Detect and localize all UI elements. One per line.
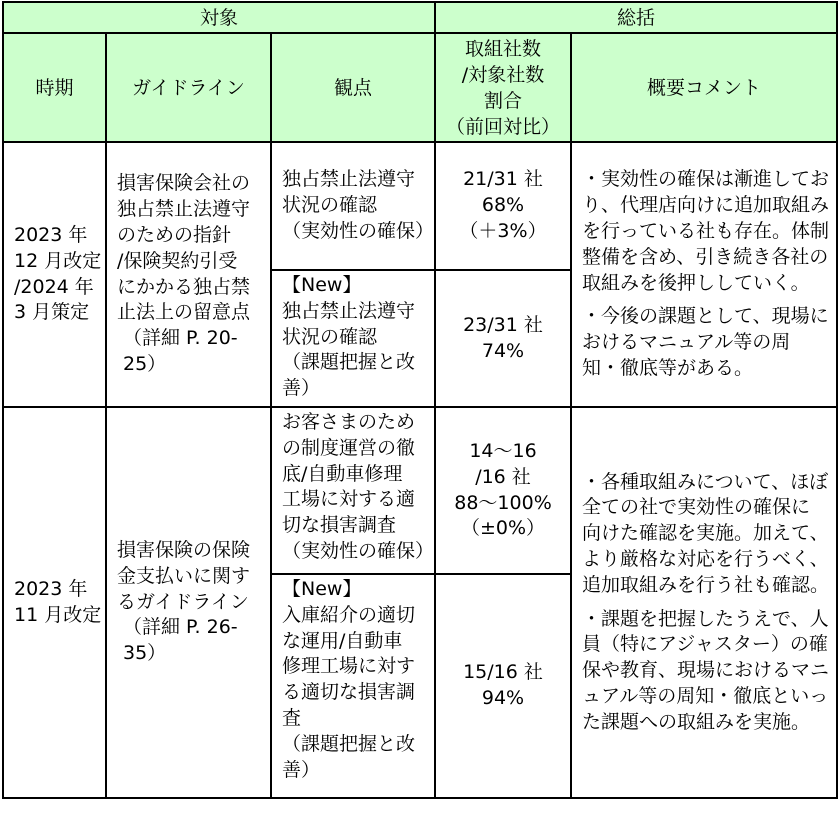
guideline-cell: [106, 407, 271, 798]
guideline-detail: （詳細 P. 26-35）: [123, 616, 238, 665]
comment-cell: [571, 407, 837, 798]
ratio-line: 15/16 社: [463, 661, 543, 684]
viewpoint-line: （実効性の確保）: [282, 539, 435, 562]
comment-line: おけるマニュアル等の周: [582, 331, 791, 354]
viewpoint-line: （課題把握と改: [282, 351, 416, 374]
viewpoint-line: 入庫紹介の適切: [282, 603, 416, 626]
header-group-summary: 総括: [435, 2, 837, 33]
viewpoint-line: 状況の確認: [282, 325, 378, 348]
period-line: 2023 年: [14, 577, 88, 600]
header-viewpoint: 観点: [271, 33, 435, 142]
viewpoint-cell: [271, 574, 435, 798]
viewpoint-line: 独占禁止法遵守: [282, 299, 416, 322]
viewpoint-line: 切な損害調査: [282, 514, 397, 537]
viewpoint-line: 工場に対する適: [282, 488, 416, 511]
viewpoint-line: 独占禁止法遵守: [282, 168, 416, 191]
guideline-line: にかかる独占禁: [117, 275, 251, 298]
header-guideline: ガイドライン: [106, 33, 271, 142]
viewpoint-line: 修理工場に対す: [282, 655, 416, 678]
guideline-line: 金支払いに関す: [117, 564, 251, 587]
ratio-cell: [435, 270, 571, 407]
viewpoint-line: （実効性の確保）: [282, 219, 435, 242]
comment-line: 員（特にアジャスター）の確: [582, 633, 828, 656]
comment-line: 整備を含め、引き続き各社の: [582, 245, 829, 268]
period-cell: [3, 407, 106, 798]
viewpoint-line: 査: [282, 706, 302, 729]
comment-line: を行っている社も存在。体制: [582, 219, 830, 242]
guideline-line: 損害保険の保険: [117, 539, 251, 561]
guideline-line: のための指針: [117, 223, 232, 246]
header-ratio-line: /対象社数: [461, 63, 545, 86]
viewpoint-line: 善）: [282, 758, 321, 781]
guideline-line: /保険契約引受: [117, 249, 238, 272]
comment-line: ュアル等の周知・徹底といっ: [582, 684, 829, 707]
comment-line: 知・徹底等がある。: [582, 356, 754, 379]
comment-line: より厳格な対応を行うべく、: [582, 547, 829, 570]
comment-line: 向けた確認を実施。加えて、: [582, 522, 829, 545]
ratio-line: （±0%）: [460, 517, 546, 540]
comment-cell: [571, 142, 837, 407]
viewpoint-cell: [271, 270, 435, 407]
ratio-line: /16 社: [475, 465, 531, 488]
new-badge: 【New】: [282, 274, 362, 296]
comment-line: ・今後の課題として、現場に: [582, 305, 829, 328]
viewpoint-cell: [271, 407, 435, 574]
ratio-line: 88～100%: [454, 491, 552, 514]
comment-line: ・課題を把握したうえで、人: [582, 607, 829, 630]
guideline-line: 独占禁止法遵守: [117, 198, 251, 221]
header-period: 時期: [3, 33, 106, 142]
period-line: /2024 年: [14, 275, 94, 298]
header-ratio-line: （前回対比）: [445, 115, 560, 138]
header-ratio-line: 取組社数: [464, 37, 541, 60]
period-line: 3 月策定: [14, 301, 90, 324]
ratio-line: 23/31 社: [463, 313, 543, 336]
comment-line: 追加取組みを行う社も確認。: [582, 573, 830, 596]
ratio-line: 94%: [481, 687, 525, 709]
header-comment: 概要コメント: [571, 33, 837, 142]
header-ratio: [435, 33, 571, 142]
header-ratio-line: 割合: [483, 89, 522, 112]
ratio-line: （＋3%）: [459, 219, 547, 242]
comment-paragraph: [582, 607, 836, 736]
viewpoint-line: な運用/自動車: [282, 629, 403, 652]
comment-line: た課題への取組みを実施。: [582, 710, 811, 733]
new-badge: 【New】: [282, 578, 362, 600]
comment-line: ・各種取組みについて、ほぼ: [582, 470, 829, 493]
viewpoint-line: 善）: [282, 377, 321, 400]
ratio-line: 21/31 社: [463, 168, 543, 191]
comment-line: ・実効性の確保は漸進してお: [582, 168, 830, 191]
viewpoint-line: （課題把握と改: [282, 732, 416, 755]
ratio-line: 68%: [481, 194, 525, 217]
viewpoint-cell: [271, 142, 435, 270]
ratio-line: 14～16: [469, 439, 537, 462]
guideline-line: 損害保険会社の: [117, 172, 251, 195]
period-cell: [3, 142, 106, 407]
viewpoint-line: 状況の確認: [282, 194, 378, 217]
comment-line: 保や教育、現場におけるマニ: [582, 659, 830, 682]
viewpoint-line: お客さまのため: [282, 411, 416, 433]
viewpoint-line: の制度運営の徹: [282, 436, 416, 459]
guideline-detail: （詳細 P. 20-25）: [123, 327, 238, 375]
comment-paragraph: [582, 167, 836, 296]
period-line: 11 月改定: [14, 603, 102, 626]
guideline-line: 止法上の留意点: [117, 301, 251, 324]
ratio-cell: [435, 142, 571, 270]
comment-line: 取組みを後押ししていく。: [582, 271, 810, 294]
guideline-line: るガイドライン: [117, 590, 249, 613]
viewpoint-line: る適切な損害調: [282, 681, 416, 704]
header-group-target: 対象: [3, 2, 435, 33]
comment-line: り、代理店向けに追加取組み: [582, 194, 830, 217]
period-line: 2023 年: [14, 223, 88, 246]
comment-paragraph: [582, 304, 836, 381]
guideline-cell: [106, 142, 271, 407]
ratio-line: 74%: [481, 339, 525, 362]
comment-paragraph: [582, 470, 836, 599]
period-line: 12 月改定: [14, 249, 102, 272]
summary-table: [2, 1, 838, 799]
ratio-cell: [435, 574, 571, 798]
ratio-cell: [435, 407, 571, 574]
viewpoint-line: 底/自動車修理: [282, 462, 403, 485]
comment-line: 全ての社で実効性の確保に: [582, 496, 811, 519]
